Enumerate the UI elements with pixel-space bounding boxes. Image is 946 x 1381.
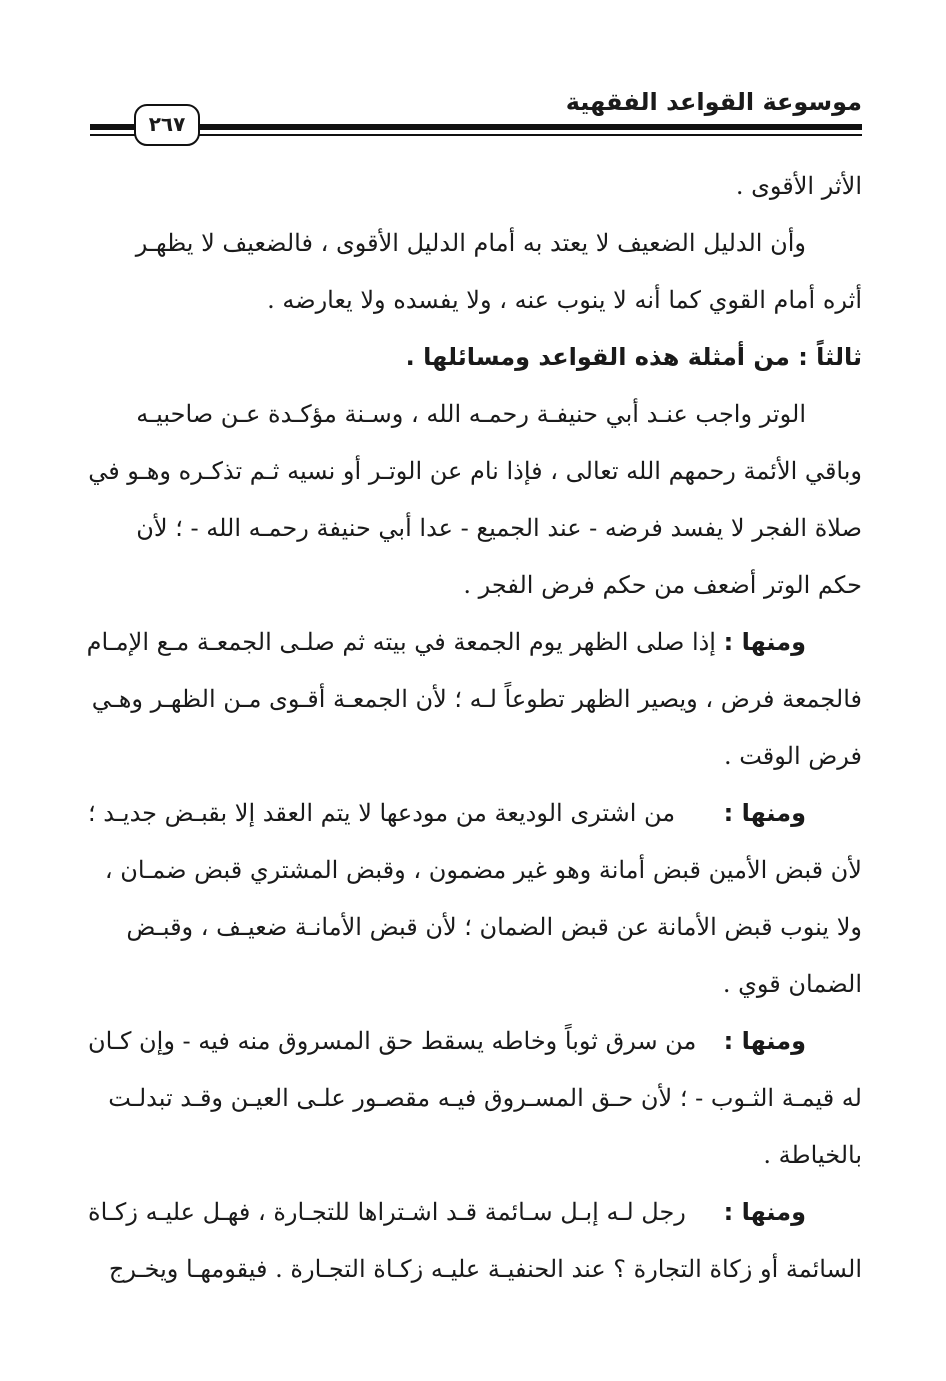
page-body — [88, 158, 862, 1298]
header-rule-thin — [90, 134, 862, 136]
example-keyword: ومنها : — [723, 628, 806, 656]
text-line — [88, 557, 862, 614]
example-first-line — [88, 785, 862, 842]
text-line — [88, 899, 862, 956]
text-line — [88, 443, 862, 500]
text-line — [88, 728, 862, 785]
line-text: من اشترى الوديعة من مودعها لا يتم العقد إلا بقبـض جديـد ؛ — [88, 799, 676, 827]
line-text: إذا صلى الظهر يوم الجمعة في بيته ثم صلـى الجمعـة مـع الإمـام — [86, 628, 716, 656]
example-first-line — [88, 1013, 862, 1070]
line-text: وباقي الأئمة رحمهم الله تعالى ، فإذا نام عن الوتـر أو نسيه ثـم تذكـره وهـو في — [88, 457, 862, 485]
text-line — [88, 158, 862, 215]
line-text: الضمان قوي . — [722, 970, 862, 998]
example-first-line — [88, 1184, 862, 1241]
example-keyword: ومنها : — [723, 1027, 806, 1055]
example-first-line — [88, 614, 862, 671]
text-line — [88, 1241, 862, 1298]
line-text: أثره أمام القوي كما أنه لا ينوب عنه ، ولا يفسده ولا يعارضه . — [267, 286, 862, 314]
line-text: الأثر الأقوى . — [735, 172, 862, 200]
line-text: من سرق ثوباً وخاطه يسقط حق المسروق منه فيه - وإن كـان — [88, 1027, 697, 1055]
header-rule-thick — [90, 124, 862, 130]
page-number: ٢٦٧ — [134, 104, 200, 146]
section-heading: ثالثاً : من أمثلة هذه القواعد ومسائلها . — [405, 343, 862, 371]
line-text: السائمة أو زكاة التجارة ؟ عند الحنفيـة عليـه زكـاة التجـارة . فيقومهـا ويخـرج — [108, 1255, 862, 1283]
line-text: ولا ينوب قبض الأمانة عن قبض الضمان ؛ لأن قبض الأمانـة ضعيـف ، وقبـض — [126, 913, 862, 941]
text-line — [88, 842, 862, 899]
paragraph-first-line — [88, 386, 862, 443]
page-header — [90, 84, 862, 144]
text-line — [88, 671, 862, 728]
text-line — [88, 272, 862, 329]
line-text: بالخياطة . — [763, 1141, 862, 1169]
line-text: حكم الوتر أضعف من حكم فرض الفجر . — [463, 571, 862, 599]
text-line — [88, 1070, 862, 1127]
line-text: وأن الدليل الضعيف لا يعتد به أمام الدليل الأقوى ، فالضعيف لا يظهـر — [135, 229, 806, 257]
line-text: لأن قبض الأمين قبض أمانة وهو غير مضمون ، وقبض المشتري قبض ضمـان ، — [104, 856, 862, 884]
text-line — [88, 956, 862, 1013]
text-line — [88, 1127, 862, 1184]
line-text: الوتر واجب عنـد أبي حنيفـة رحمـه الله ، وسـنة مؤكـدة عـن صاحبيـه — [136, 400, 806, 428]
line-text: له قيمـة الثـوب - ؛ لأن حـق المسـروق فيـه مقصـور علـى العيـن وقـد تبدلـت — [108, 1084, 862, 1112]
line-text: صلاة الفجر لا يفسد فرضه - عند الجميع - عدا أبي حنيفة رحمـه الله - ؛ لأن — [136, 514, 862, 542]
text-line — [88, 500, 862, 557]
example-keyword: ومنها : — [723, 1198, 806, 1226]
paragraph-first-line — [88, 215, 862, 272]
line-text: رجل لـه إبـل سـائمة قـد اشـتراها للتجـارة ، فهـل عليـه زكـاة — [88, 1198, 686, 1226]
line-text: فرض الوقت . — [723, 742, 862, 770]
running-title: موسوعة القواعد الفقهية — [565, 88, 862, 116]
line-text: فالجمعة فرض ، ويصير الظهر تطوعاً لـه ؛ لأن الجمعـة أقـوى مـن الظهـر وهـي — [91, 685, 862, 713]
example-keyword: ومنها : — [723, 799, 806, 827]
